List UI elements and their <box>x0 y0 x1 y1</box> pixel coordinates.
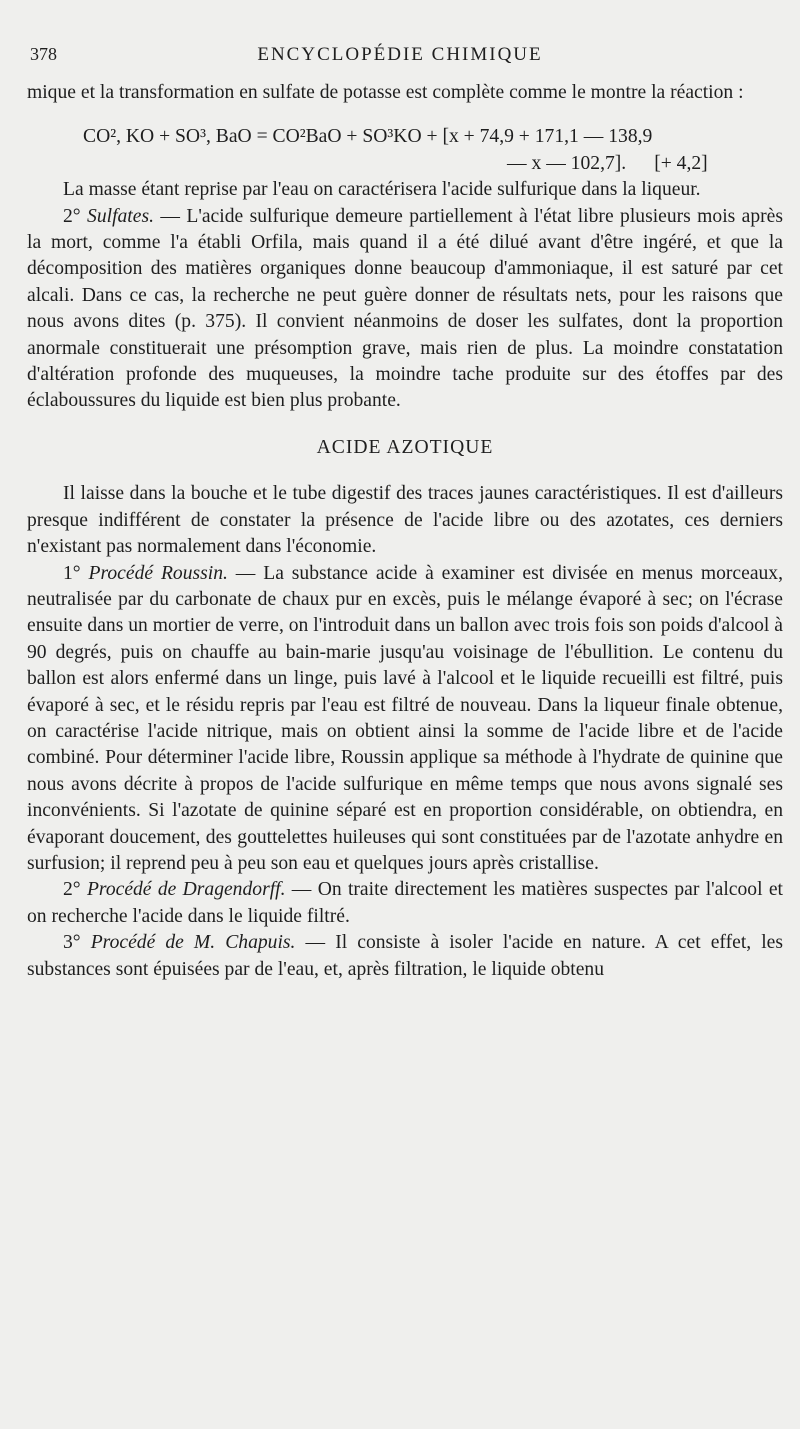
dragendorff-number: 2° <box>63 879 87 901</box>
paragraph-continuation: mique et la transformation en sulfate de potasse est complète comme le montre la réaction : <box>27 82 744 103</box>
chapuis-number: 3° <box>63 932 91 954</box>
body-text <box>27 80 783 983</box>
page-number: 378 <box>30 44 57 64</box>
sulfates-title: Sulfates. <box>87 205 154 227</box>
chemical-equation <box>27 124 783 177</box>
equation-line-1: CO², KO + SO³, BaO = CO²BaO + SO³KO + [x + 74,9 + 171,1 — 138,9 <box>83 126 653 148</box>
section-heading: ACIDE AZOTIQUE <box>316 436 494 458</box>
roussin-title: Procédé Roussin. <box>88 562 228 584</box>
paragraph-azotique-intro: Il laisse dans la bouche et le tube digestif des traces jaunes caractéristiques. Il est d'ailleurs presque indifférent de constater la présence de l'acide libre ou des azotates, ces derniers n'existant pas normalement dans l'économie. <box>27 483 783 558</box>
paragraph-chapuis <box>27 930 783 983</box>
chapuis-title: Procédé de M. Chapuis. <box>90 932 296 954</box>
sulfates-body: — L'acide sulfurique demeure partiellement à l'état libre plusieurs mois après la mort, comme l'a établi Orfila, mais quand il a été dilué avant d'être ingéré, et que la décomposition des matières organiques donne beaucoup d'ammoniaque, il est saturé par cet alcali. Dans ce cas, la recherche ne peut guère donner de résultats nets, pour les raisons que nous avons dites (p. 375). Il convient néanmoins de doser les sulfates, dont la proportion anormale constituerait une présomption grave, mais rien de plus. La moindre constatation d'altération profonde des muqueuses, la moindre tache produite sur des étoffes par des éclaboussures du liquide est bien plus probante. <box>27 205 784 412</box>
roussin-body: — La substance acide à examiner est divisée en menus morceaux, neutralisée par du carbonate de chaux pur en excès, puis le mélange évaporé à sec; on l'écrase ensuite dans un mortier de verre, on l'introduit dans un ballon avec trois fois son poids d'alcool à 90 degrés, puis on chauffe au bain-marie jusqu'au voisinage de l'ébullition. Le contenu du ballon est alors enfermé dans un linge, puis lavé à l'alcool et le liquide recueilli est filtré, puis évaporé à sec, et le résidu repris par l'eau est filtré de nouveau. Dans la liqueur finale obtenue, on caractérise l'acide nitrique, mais on obtient ainsi la somme de l'acide libre et de l'acide combiné. Pour déterminer l'acide libre, Roussin applique sa méthode à l'hydrate de quinine que nous avons décrite à propos de l'acide sulfurique en même temps que nous avons signalé ses inconvénients. Si l'azotate de quinine séparé est en proportion considérable, on obtiendra, en évaporant doucement, des gouttelettes huileuses qui sont constituées par de l'azotate anhydre en surfusion; il reprend peu à peu son eau et quelques jours après cristallise. <box>27 562 784 874</box>
paragraph-sulfates <box>27 204 783 415</box>
sulfates-number: 2° <box>63 205 88 227</box>
dragendorff-title: Procédé de Dragendorff. <box>86 879 286 901</box>
paragraph-roussin <box>27 561 783 878</box>
dragendorff-body: — On traite directement les matières suspectes par l'alcool et on recherche l'acide dans le liquide filtré. <box>27 879 783 927</box>
roussin-number: 1° <box>63 562 89 584</box>
equation-tag: [+ 4,2] <box>654 152 708 174</box>
paragraph-sulfuric-liquor: La masse étant reprise par l'eau on caractérisera l'acide sulfurique dans la liqueur. <box>63 179 701 201</box>
paragraph-dragendorff <box>27 877 783 930</box>
running-title: ENCYCLOPÉDIE CHIMIQUE <box>257 44 543 65</box>
equation-line-2 <box>27 151 783 177</box>
chapuis-body: — Il consiste à isoler l'acide en nature. A cet effet, les substances sont épuisées par de l'eau, et, après filtration, le liquide obtenu <box>27 932 784 980</box>
equation-line-2-text: — x — 102,7]. <box>507 152 627 174</box>
page-header <box>0 44 800 74</box>
